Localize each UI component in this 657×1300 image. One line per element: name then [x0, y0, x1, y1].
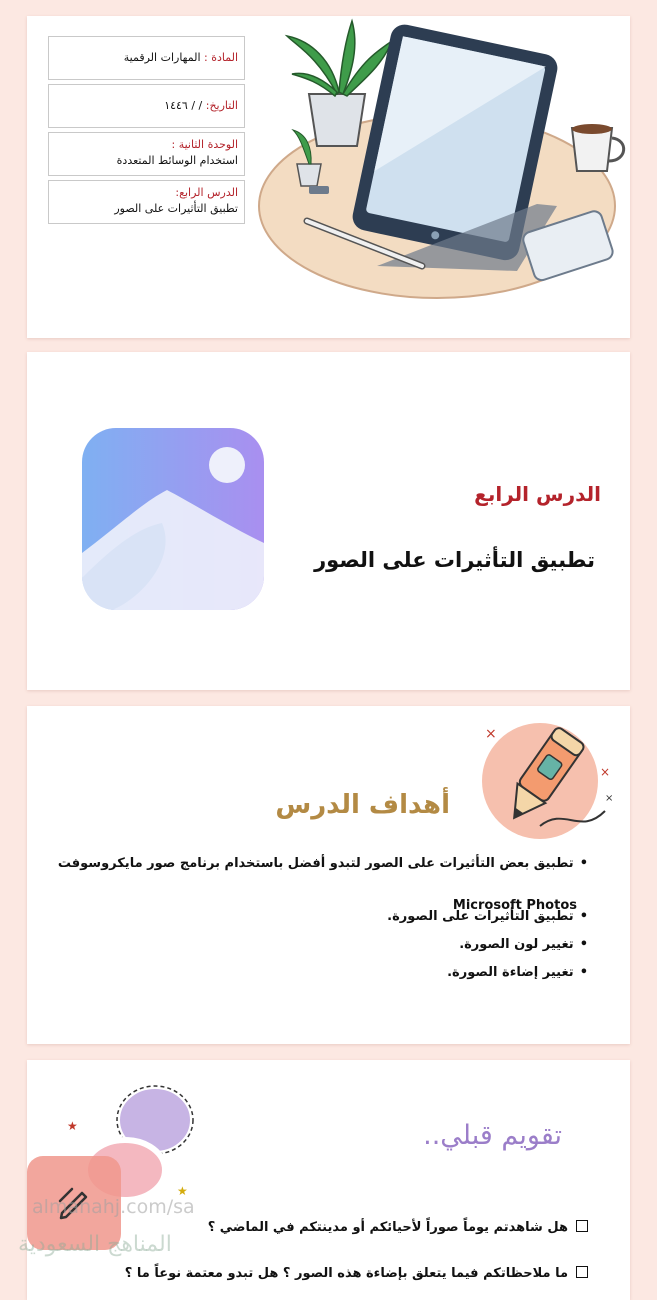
header-card: [27, 16, 630, 338]
lesson-box: [48, 180, 245, 224]
svg-text:×: ×: [605, 793, 614, 804]
checkbox-icon: [576, 1220, 588, 1232]
question-item: هل شاهدتم يوماً صوراً لأحيائكم أو مدينتكم في الماضي ؟: [208, 1220, 588, 1235]
pencil-icon: [465, 716, 615, 841]
goals-list: [48, 856, 588, 993]
subject-box: [48, 36, 245, 80]
svg-text:★: ★: [67, 1119, 78, 1133]
lesson-title-card: [27, 352, 630, 690]
goal-item-english: Microsoft Photos: [452, 898, 577, 913]
checkbox-icon: [576, 1266, 588, 1278]
subject-value: المهارات الرقمية: [123, 51, 201, 64]
tablet-desk-illustration: [257, 16, 627, 316]
date-label: التاريخ:: [205, 99, 238, 112]
date-value: / / ١٤٤٦: [164, 99, 203, 112]
watermark-url: almanahj.com/sa: [32, 1196, 195, 1218]
svg-text:★: ★: [177, 1184, 188, 1198]
goals-title: أهداف الدرس: [275, 790, 450, 820]
photos-app-icon: [82, 428, 264, 610]
lesson-label-small: الدرس الرابع:: [175, 186, 238, 199]
goal-item: •تغيير إضاءة الصورة.: [447, 965, 588, 980]
watermark-text: المناهج السعودية: [18, 1232, 172, 1257]
goal-item: •تغيير لون الصورة.: [459, 937, 588, 952]
goal-item: •تطبيق بعض التأثيرات على الصور لتبدو أفضل باستخدام برنامج صور مايكروسوفت: [57, 856, 588, 871]
unit-box: [48, 132, 245, 176]
date-box: [48, 84, 245, 128]
svg-text:×: ×: [485, 726, 497, 742]
subject-label: المادة :: [204, 51, 238, 64]
unit-value: استخدام الوسائط المتعددة: [116, 154, 238, 167]
unit-label: الوحدة الثانية :: [171, 138, 238, 151]
question-item: ما ملاحظاتكم فيما يتعلق بإضاءة هذه الصور ؟ هل تبدو معتمة نوعاً ما ؟: [125, 1266, 588, 1281]
pre-assessment-title: تقويم قبلي..: [423, 1120, 562, 1151]
svg-text:×: ×: [600, 765, 611, 779]
goals-card: [27, 706, 630, 1044]
lesson-label: الدرس الرابع: [474, 482, 601, 506]
goal-item: •تطبيق التأثيرات على الصورة.: [387, 909, 588, 924]
lesson-value-small: تطبيق التأثيرات على الصور: [114, 202, 238, 215]
lesson-title: تطبيق التأثيرات على الصور: [314, 548, 595, 572]
